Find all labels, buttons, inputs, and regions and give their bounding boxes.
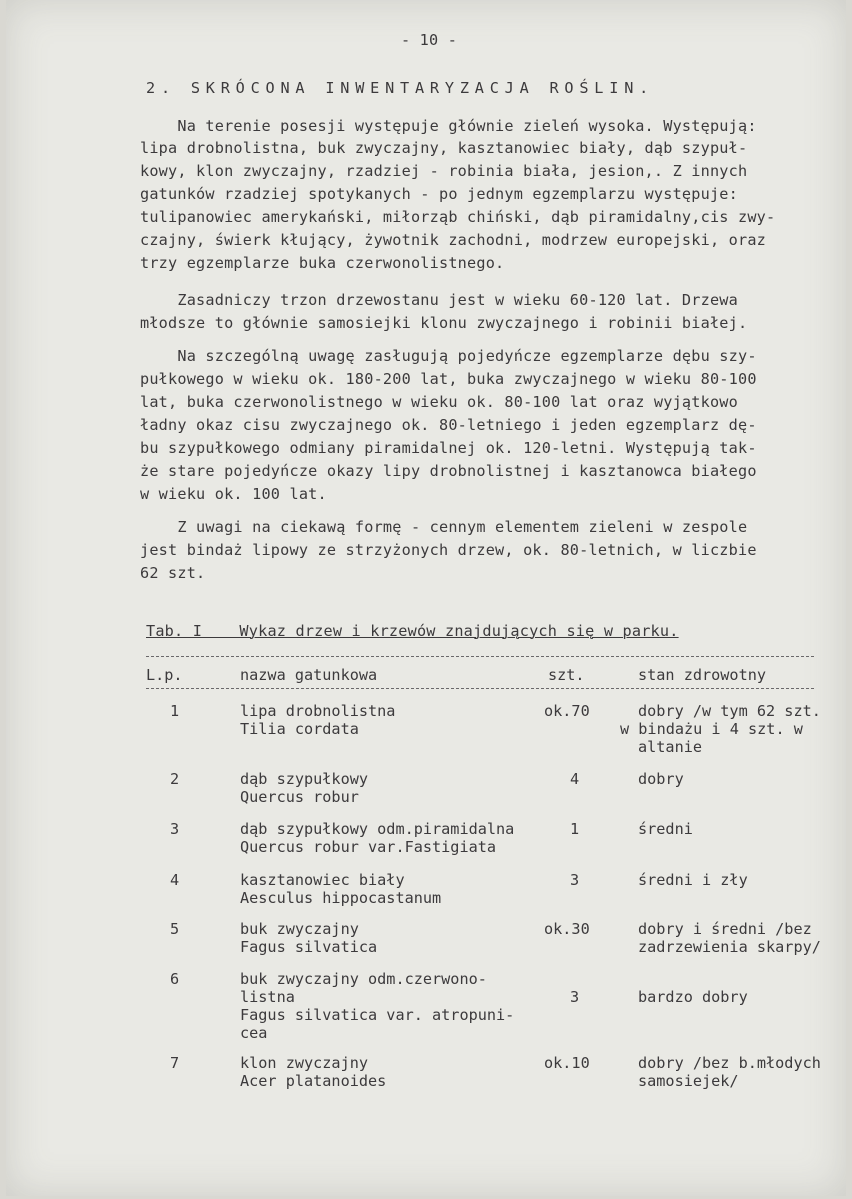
cell-state: samosiejek/ — [638, 1072, 739, 1090]
cell-lp: 1 — [170, 702, 180, 720]
cell-state: dobry /w tym 62 szt. — [638, 702, 821, 720]
cell-name-polish: buk zwyczajny odm.czerwono- — [240, 970, 487, 988]
cell-lp: 7 — [170, 1054, 180, 1072]
cell-lp: 2 — [170, 770, 180, 788]
cell-name-polish: klon zwyczajny — [240, 1054, 369, 1072]
paragraph-line: młodsze to głównie samosiejki klonu zwyczajnego i robinii białej. — [140, 314, 748, 332]
page-number: - 10 - — [401, 31, 458, 49]
paragraph-line: gatunków rzadziej spotykanych - po jednym egzemplarzu występuje: — [140, 185, 738, 203]
cell-lp: 5 — [170, 920, 180, 938]
paragraph-line: pułkowego w wieku ok. 180-200 lat, buka zwyczajnego w wieku 80-100 — [140, 370, 757, 388]
cell-lp: 4 — [170, 871, 180, 889]
document-page — [6, 0, 846, 1196]
cell-name-polish: buk zwyczajny — [240, 920, 359, 938]
cell-name-polish: dąb szypułkowy odm.piramidalna — [240, 820, 515, 838]
cell-name-latin: Aesculus hippocastanum — [240, 889, 442, 907]
paragraph-line: Na terenie posesji występuje głównie zieleń wysoka. Występują: — [140, 117, 757, 135]
cell-name-latin: Fagus silvatica var. atropuni- — [240, 1006, 515, 1024]
table-rule-top — [146, 656, 814, 657]
paragraph-line: Zasadniczy trzon drzewostanu jest w wieku 60-120 lat. Drzewa — [140, 291, 738, 309]
paragraph-line: ładny okaz cisu zwyczajnego ok. 80-letniego i jeden egzemplarz dę- — [140, 416, 757, 434]
paragraph-line: tulipanowiec amerykański, miłorząb chiński, dąb piramidalny,cis zwy- — [140, 208, 776, 226]
cell-quantity: 3 — [570, 988, 580, 1006]
cell-state: bardzo dobry — [638, 988, 748, 1006]
paragraph-line: kowy, klon zwyczajny, rzadziej - robinia biała, jesion,. Z innych — [140, 162, 748, 180]
header-lp: L.p. — [146, 666, 183, 684]
cell-name-latin: Quercus robur — [240, 788, 359, 806]
cell-quantity: 4 — [570, 770, 580, 788]
cell-state: w bindażu i 4 szt. w — [620, 720, 803, 738]
paragraph-line: że stare pojedyńcze okazy lipy drobnolistnej i kasztanowca białego — [140, 462, 757, 480]
cell-state: średni — [638, 820, 693, 838]
table-rule-header — [146, 688, 814, 689]
cell-name-polish: lipa drobnolistna — [240, 702, 396, 720]
cell-state: średni i zły — [638, 871, 748, 889]
section-heading: 2. SKRÓCONA INWENTARYZACJA ROŚLIN. — [146, 79, 655, 97]
cell-quantity: 1 — [570, 820, 580, 838]
cell-quantity: 3 — [570, 871, 580, 889]
paragraph-line: lipa drobnolistna, buk zwyczajny, kasztanowiec biały, dąb szypuł- — [140, 139, 748, 157]
cell-quantity: ok.70 — [544, 702, 590, 720]
cell-state: dobry — [638, 770, 684, 788]
cell-name-polish: dąb szypułkowy — [240, 770, 369, 788]
cell-name-latin: cea — [240, 1024, 268, 1042]
paragraph-line: 62 szt. — [140, 564, 206, 582]
cell-name-latin: Acer platanoides — [240, 1072, 387, 1090]
paragraph-line: lat, buka czerwonolistnego w wieku ok. 80-100 lat oraz wyjątkowo — [140, 393, 738, 411]
paragraph-line: czajny, świerk kłujący, żywotnik zachodni, modrzew europejski, oraz — [140, 231, 767, 249]
cell-name-latin: Fagus silvatica — [240, 938, 378, 956]
cell-name-latin: Tilia cordata — [240, 720, 359, 738]
paragraph-line: bu szypułkowego odmiany piramidalnej ok. 120-letni. Występują tak- — [140, 439, 757, 457]
paragraph-line: Z uwagi na ciekawą formę - cennym elementem zieleni w zespole — [140, 518, 748, 536]
cell-state: altanie — [638, 738, 703, 756]
cell-state: dobry i średni /bez — [638, 920, 812, 938]
paragraph-line: trzy egzemplarze buka czerwonolistnego. — [140, 254, 505, 272]
paragraph-line: jest bindaż lipowy ze strzyżonych drzew, ok. 80-letnich, w liczbie — [140, 541, 757, 559]
header-health-state: stan zdrowotny — [638, 666, 767, 684]
header-quantity: szt. — [548, 666, 585, 684]
cell-lp: 6 — [170, 970, 180, 988]
cell-state: dobry /bez b.młodych — [638, 1054, 821, 1072]
cell-name-polish: listna — [240, 988, 295, 1006]
header-species-name: nazwa gatunkowa — [240, 666, 378, 684]
cell-name-polish: kasztanowiec biały — [240, 871, 405, 889]
cell-quantity: ok.10 — [544, 1054, 590, 1072]
cell-name-latin: Quercus robur var.Fastigiata — [240, 838, 497, 856]
cell-quantity: ok.30 — [544, 920, 590, 938]
table-title: Tab. I Wykaz drzew i krzewów znajdujących się w parku. — [146, 622, 679, 640]
cell-lp: 3 — [170, 820, 180, 838]
paragraph-line: w wieku ok. 100 lat. — [140, 485, 327, 503]
cell-state: zadrzewienia skarpy/ — [638, 938, 821, 956]
paragraph-line: Na szczególną uwagę zasługują pojedyńcze egzemplarze dębu szy- — [140, 347, 757, 365]
